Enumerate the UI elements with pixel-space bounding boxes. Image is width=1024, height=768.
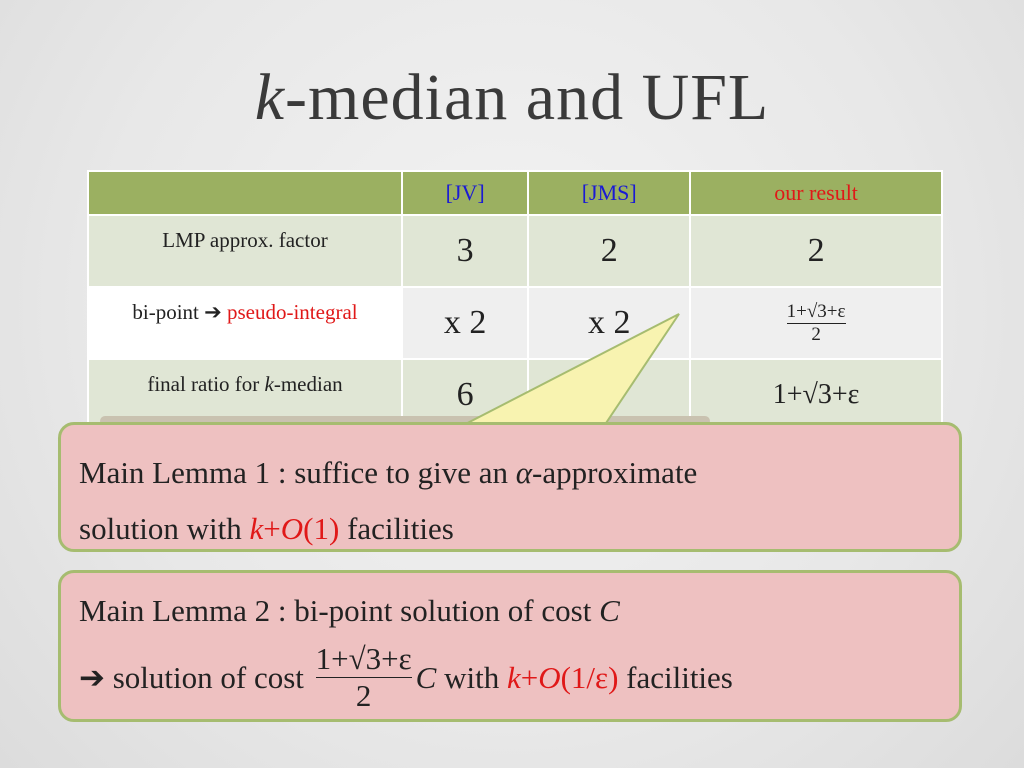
- final-label-k: k: [264, 372, 274, 396]
- lemma2-fraction-denominator: 2: [355, 678, 372, 713]
- lemma2-line1: [79, 587, 941, 635]
- lemma2-text: Main Lemma 2 : bi-point solution of cost: [79, 593, 600, 628]
- arrow-icon: ➔: [204, 300, 222, 324]
- lemma2-line2-post: facilities: [618, 659, 733, 695]
- lemma1-alpha: α: [515, 455, 533, 490]
- lemma1-arg: (1): [303, 511, 340, 546]
- fraction-numerator: 1+√3+ε: [786, 300, 846, 322]
- arrow-icon: ➔: [79, 659, 105, 695]
- lemma2-O: O: [538, 659, 561, 695]
- lemma1-text-post: -approximate: [532, 455, 698, 490]
- lemma1-line1: [79, 445, 941, 501]
- lemma2-with: with: [436, 659, 507, 695]
- cell-jv-lmp: 3: [402, 215, 528, 287]
- final-label-pre: final ratio for: [147, 372, 265, 396]
- cell-jv-final: 6: [402, 359, 528, 431]
- lemma2-k: k: [506, 659, 521, 695]
- lemma2-fraction-numerator: 1+√3+ε: [315, 641, 412, 676]
- lemma2-line2-text: solution of cost: [104, 659, 312, 695]
- fraction-denominator: 2: [811, 323, 821, 345]
- lemma2-line2: [79, 641, 941, 714]
- header-jv: [JV]: [402, 171, 528, 215]
- lemma2-C: C: [599, 593, 620, 628]
- cell-jv-bipoint: x 2: [402, 287, 528, 359]
- lemma1-line2: [79, 501, 941, 557]
- cell-jms-lmp: 2: [528, 215, 690, 287]
- row-label-lmp: LMP approx. factor: [88, 215, 402, 287]
- bipoint-text: bi-point: [132, 300, 199, 324]
- lemma2-arg: (1/ε): [560, 659, 619, 695]
- pseudo-integral-text: pseudo-integral: [226, 300, 358, 324]
- final-label-post: -median: [273, 372, 343, 396]
- lemma1-k: k: [249, 511, 264, 546]
- main-lemma-1: [58, 422, 962, 552]
- header-jms: [JMS]: [528, 171, 690, 215]
- lemma1-line2-post: facilities: [339, 511, 454, 546]
- lemma2-fraction: [316, 641, 412, 714]
- title-k: k: [254, 61, 286, 134]
- lemma2-plus: +: [520, 659, 539, 695]
- lemma1-plus: +: [263, 511, 281, 546]
- main-lemma-2: [58, 570, 962, 722]
- lemma1-line2-text: solution with: [79, 511, 250, 546]
- header-our-result: our result: [690, 171, 942, 215]
- title-rest: -median and UFL: [285, 61, 770, 134]
- callout-triangle: [450, 314, 679, 432]
- lemma1-O: O: [280, 511, 304, 546]
- lemma1-text: Main Lemma 1 : suffice to give an: [79, 455, 516, 490]
- cell-ours-lmp: 2: [690, 215, 942, 287]
- cell-jms-bipoint: x 2: [528, 287, 690, 359]
- lemma2-C2: C: [415, 659, 437, 695]
- cell-ours-final: 1+√3+ε: [690, 359, 942, 431]
